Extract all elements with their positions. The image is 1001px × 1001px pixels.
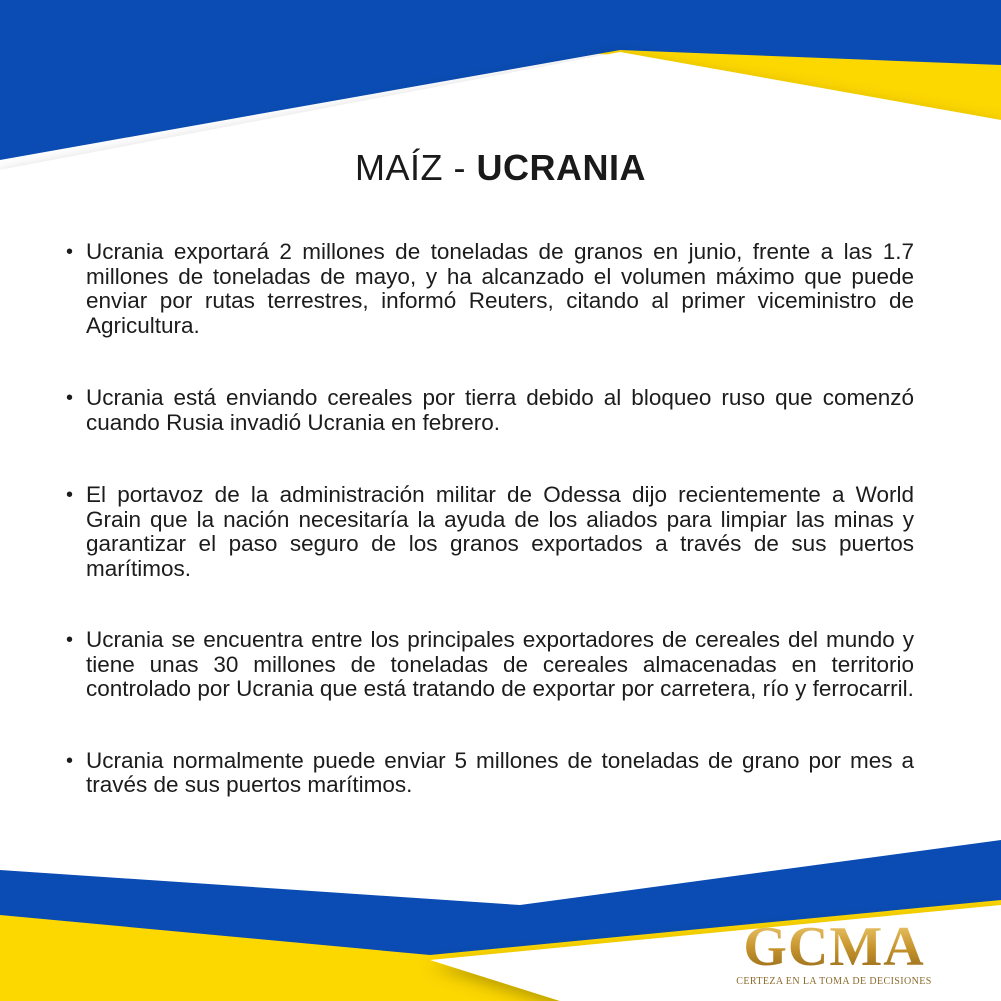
page-title (0, 144, 1001, 192)
bullet-item: • El portavoz de la administración militar de Odessa dijo recientemente a World Grain que la nación necesitaría la ayuda de los aliados para limpiar las minas y garantizar el paso seguro de los granos exportados a través de sus puertos marítimos. (62, 483, 914, 581)
gcma-logo (724, 908, 944, 1001)
bullet-item: • Ucrania exportará 2 millones de toneladas de granos en junio, frente a las 1.7 millones de toneladas de mayo, y ha alcanzado el volumen máximo que puede enviar por rutas terrestres, informó Reuters, citando al primer viceministro de Agricultura. (62, 240, 914, 338)
bullet-list (62, 240, 914, 798)
bullet-item: • Ucrania está enviando cereales por tierra debido al bloqueo ruso que comenzó cuando Rusia invadió Ucrania en febrero. (62, 386, 914, 435)
logo-name: GCMA (724, 916, 944, 978)
title-prefix: MAÍZ - (355, 147, 477, 188)
title-emphasis: UCRANIA (476, 147, 646, 188)
bullet-item: • Ucrania normalmente puede enviar 5 millones de toneladas de grano por mes a través de sus puertos marítimos. (62, 749, 914, 798)
logo-tagline: CERTEZA EN LA TOMA DE DECISIONES (736, 976, 932, 987)
bullet-item: • Ucrania se encuentra entre los principales exportadores de cereales del mundo y tiene unas 30 millones de toneladas de cereales almacenadas en territorio controlado por Ucrania que está tratando de exportar por carretera, río y ferrocarril. (62, 628, 914, 702)
